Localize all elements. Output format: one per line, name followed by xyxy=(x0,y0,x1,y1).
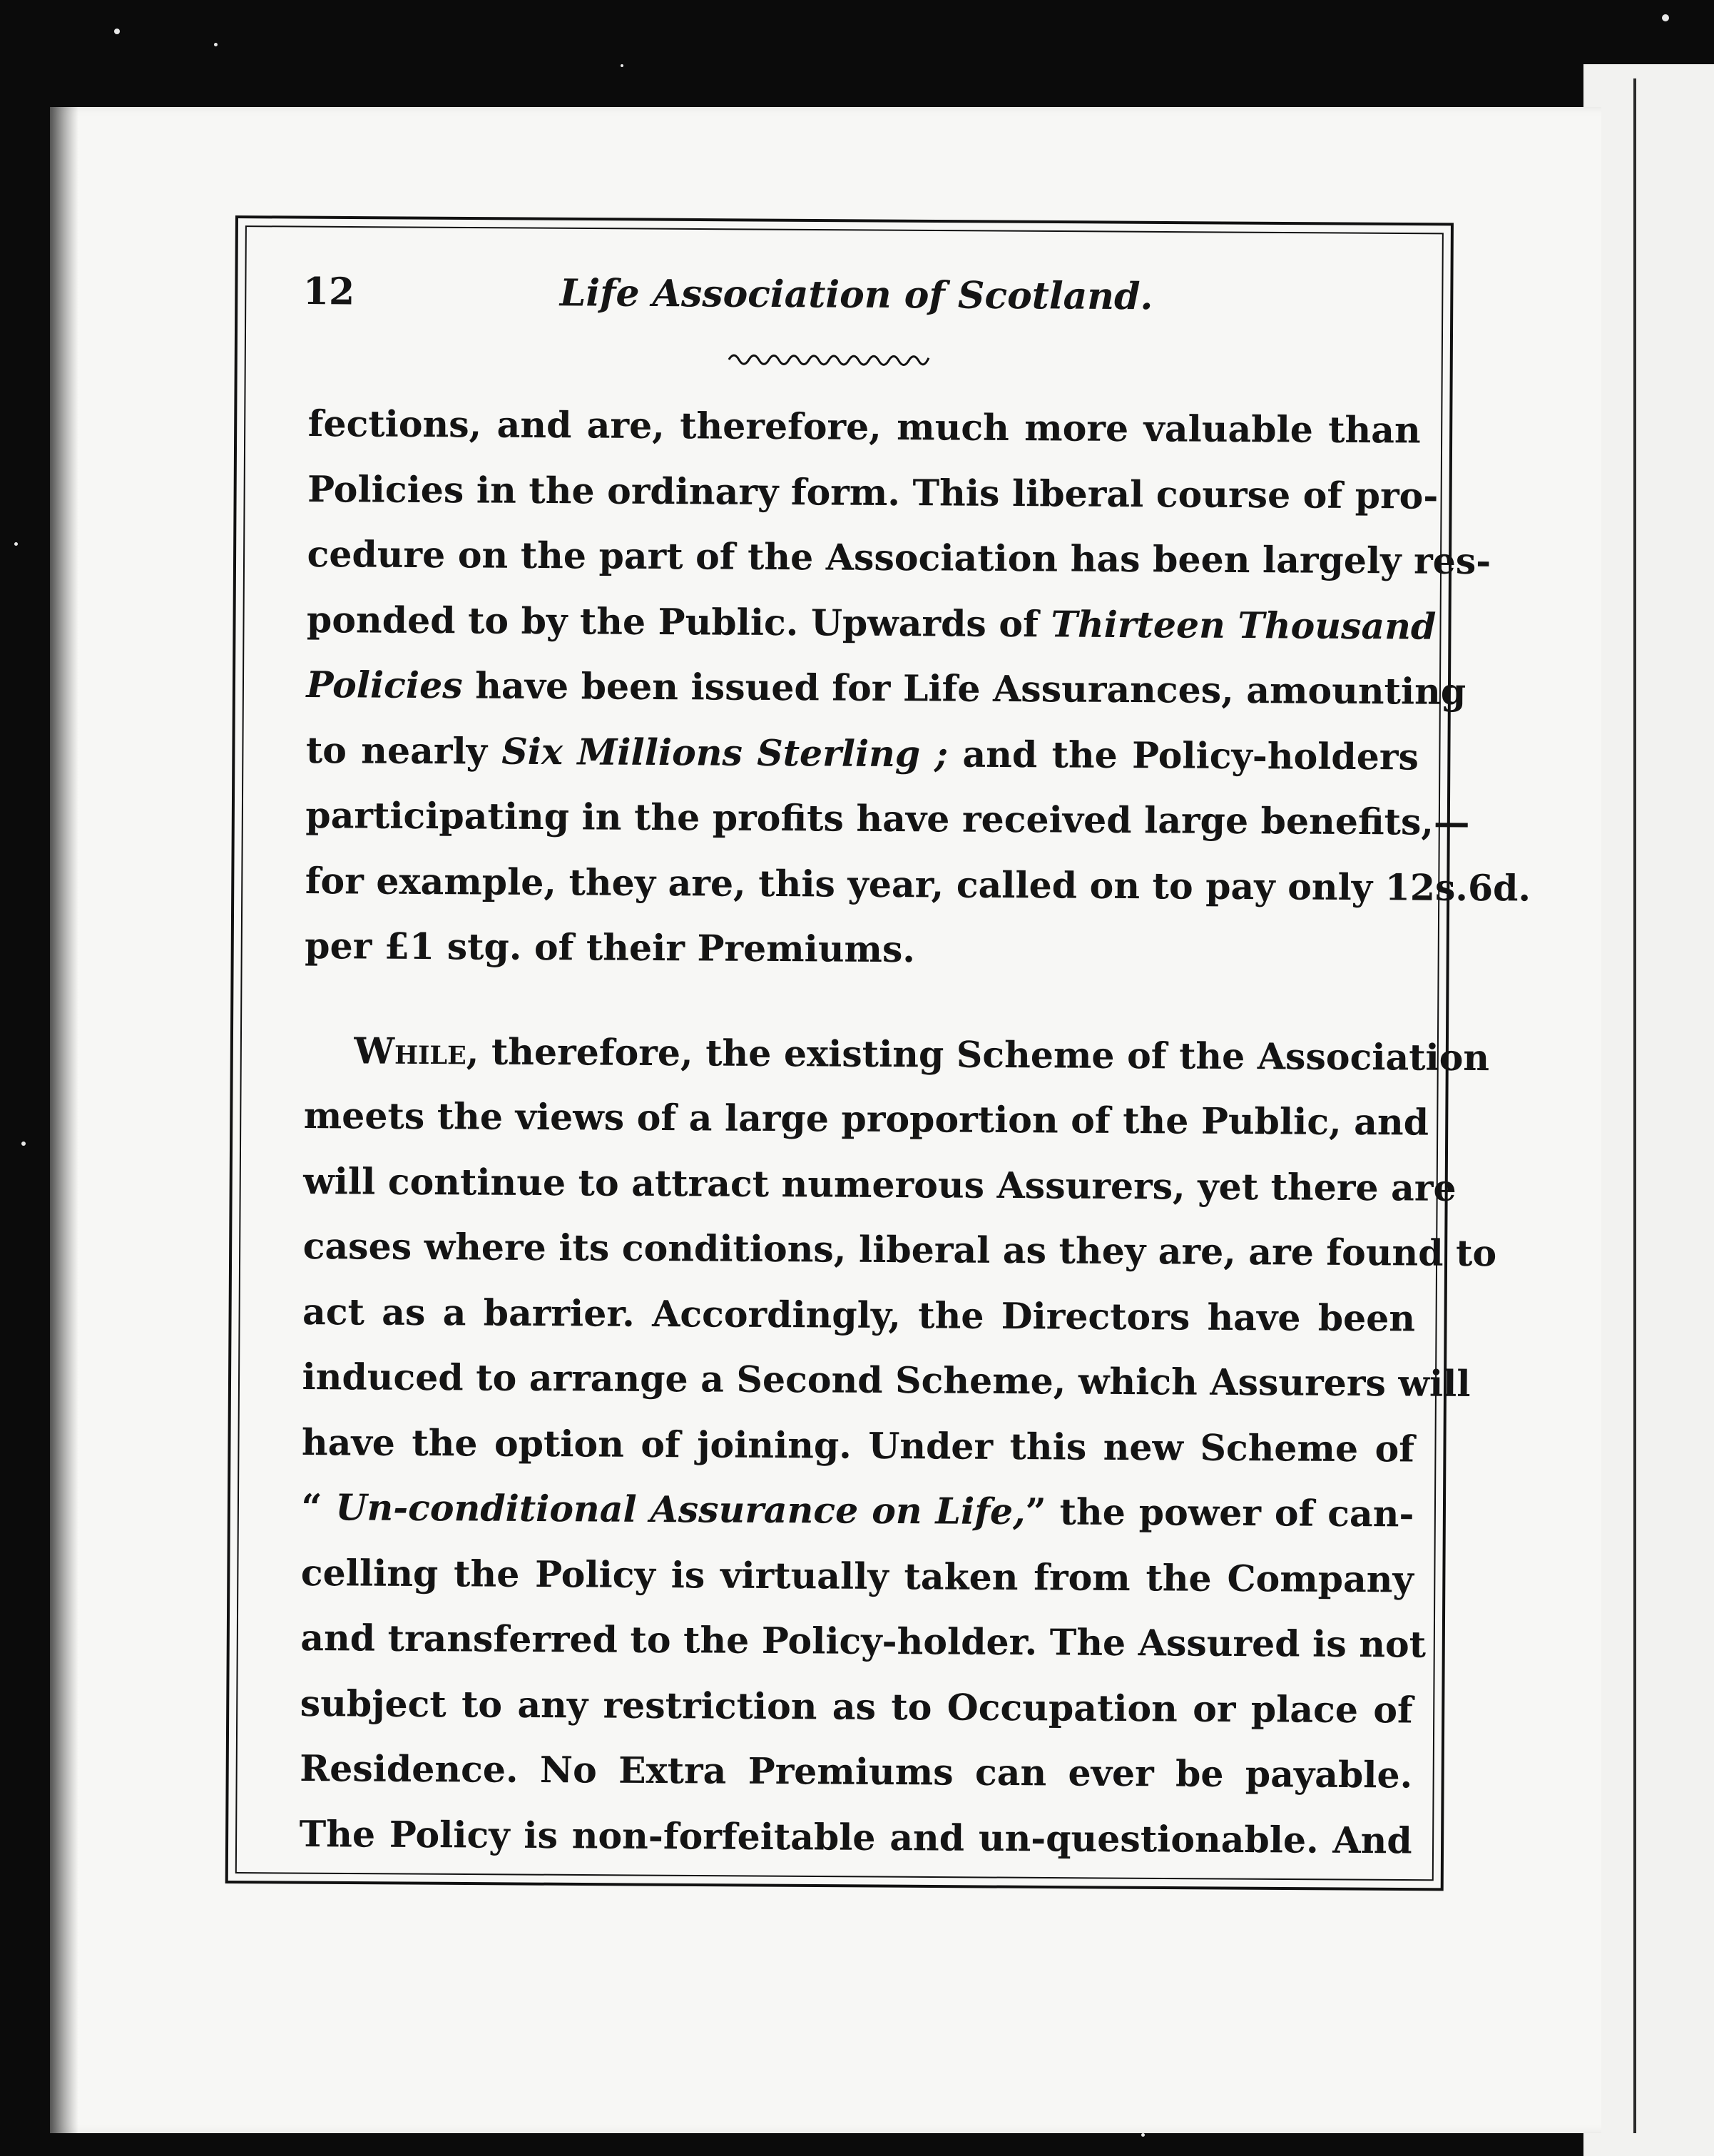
italic-emphasis: Six Millions Sterling ; xyxy=(501,730,949,775)
gutter-shadow xyxy=(50,107,78,2133)
text-line: induced to arrange a Second Scheme, which Assurers will xyxy=(302,1355,1471,1405)
scan-speck xyxy=(14,542,18,546)
text-line: Residence. No Extra Premiums can ever be payable. xyxy=(300,1746,1413,1796)
text-line: per £1 stg. of their Premiums. xyxy=(305,924,916,971)
text-line: cases where its conditions, liberal as they are, are found to xyxy=(302,1224,1497,1275)
text-line: ponded to by the Public. Upwards of Thirteen Thousand xyxy=(306,598,1437,648)
scan-speck xyxy=(214,43,218,46)
text-line: Policies have been issued for Life Assurances, amounting xyxy=(306,663,1466,713)
text-line: fections, and are, therefore, much more valuable than xyxy=(307,402,1421,452)
text-line: meets the views of a large proportion of the Public, and xyxy=(303,1094,1429,1144)
italic-emphasis: Un-conditional Assurance on Life, xyxy=(335,1486,1026,1533)
scan-speck xyxy=(1141,2133,1145,2137)
italic-emphasis: Thirteen Thousand xyxy=(1051,602,1437,648)
text-line: participating in the profits have received large benefits,— xyxy=(305,793,1470,843)
text-line: have the option of joining. Under this new Scheme of xyxy=(301,1420,1415,1470)
text-line: and transferred to the Policy-holder. The Assured is not xyxy=(300,1616,1427,1666)
text-line: The Policy is non-forfeitable and un-questionable. And xyxy=(299,1812,1412,1861)
scan-speck xyxy=(114,29,120,34)
text-line: cedure on the part of the Association has been largely res- xyxy=(307,532,1491,583)
wavy-rule-ornament xyxy=(728,350,934,368)
text-line: for example, they are, this year, called on to pay only 12s.6d. xyxy=(305,859,1531,909)
text-line: subject to any restriction as to Occupation or place of xyxy=(300,1682,1413,1731)
scan-speck xyxy=(1662,14,1669,21)
running-header xyxy=(302,270,1423,341)
running-title: Life Association of Scotland. xyxy=(559,271,1153,319)
page-number: 12 xyxy=(302,270,355,314)
facing-page-edge xyxy=(1633,78,1636,2133)
italic-emphasis: Policies xyxy=(306,663,463,707)
paragraph-1 xyxy=(305,391,1531,985)
text-line: “ Un-conditional Assurance on Life,” the power of can- xyxy=(301,1485,1414,1535)
small-caps-lead-word: While xyxy=(354,1029,466,1072)
paragraph-spacer xyxy=(305,978,1417,1024)
paragraph-2 xyxy=(299,1017,1497,1873)
text-line: Policies in the ordinary form. This liberal course of pro- xyxy=(307,467,1439,517)
page-body xyxy=(299,391,1531,1873)
text-line: to nearly Six Millions Sterling ; and the Policy-holders xyxy=(305,728,1419,778)
text-line: While, therefore, the existing Scheme of the Association xyxy=(354,1029,1490,1079)
text-line: celling the Policy is virtually taken from the Company xyxy=(300,1551,1414,1600)
text-line: act as a barrier. Accordingly, the Directors have been xyxy=(302,1290,1416,1340)
text-line: will continue to attract numerous Assurers, yet there are xyxy=(303,1159,1457,1209)
facing-page xyxy=(1583,64,1714,2156)
scan-speck xyxy=(21,1141,26,1146)
scan-speck xyxy=(621,64,623,67)
